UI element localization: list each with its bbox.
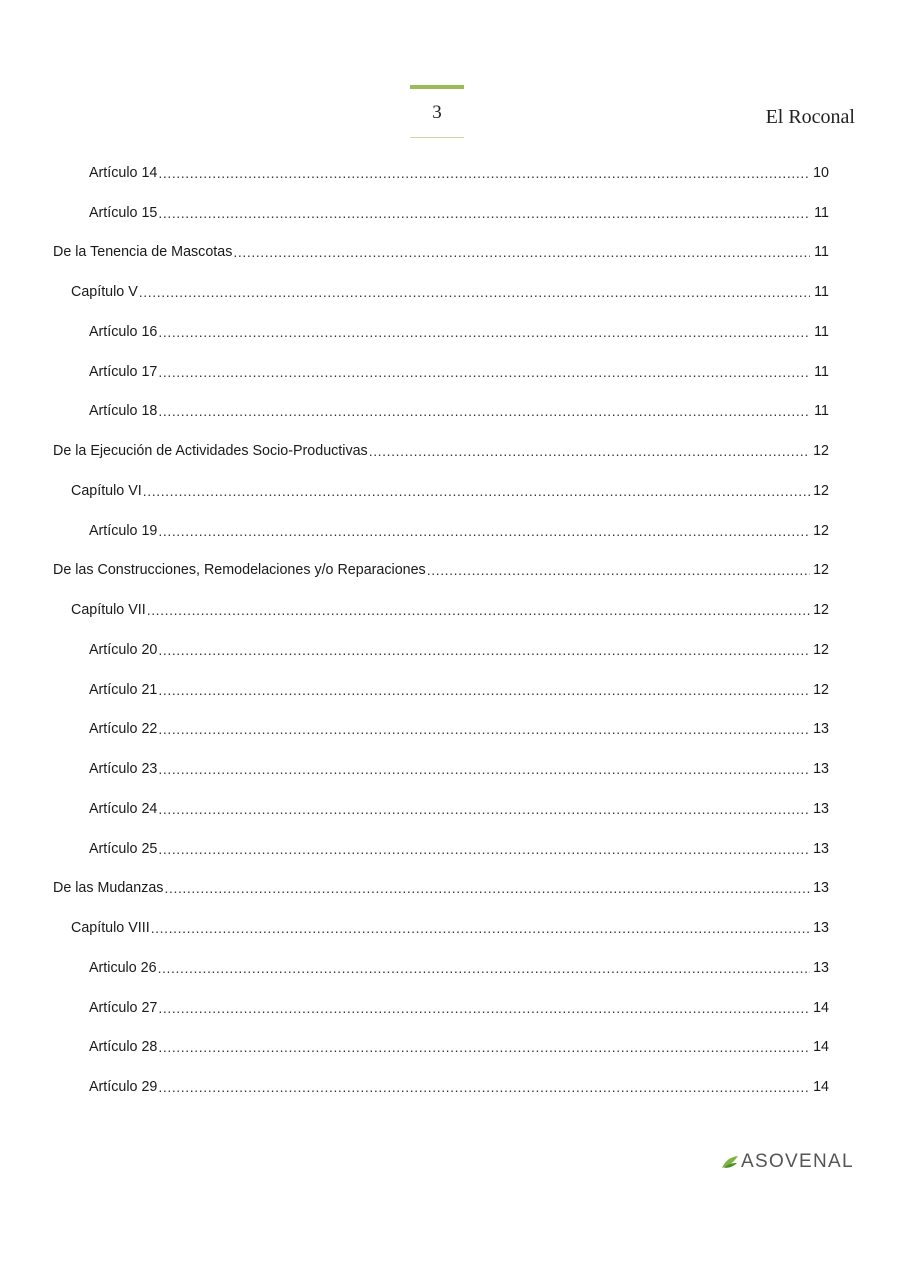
toc-entry-label: Artículo 22 [89, 721, 158, 738]
page-number-box [410, 85, 464, 138]
toc-entry-page: 11 [814, 284, 829, 301]
toc-entry-label: Artículo 19 [89, 522, 158, 539]
toc-entry[interactable] [53, 789, 829, 829]
toc-leader-dots [158, 801, 810, 817]
toc-entry-label: Articulo 26 [89, 959, 157, 976]
toc-entry-label: Artículo 15 [89, 204, 158, 221]
toc-entry-page: 13 [813, 840, 829, 857]
toc-entry[interactable] [53, 948, 829, 988]
toc-entry-label: De las Mudanzas [53, 880, 164, 897]
toc-leader-dots [151, 920, 810, 936]
toc-leader-dots [158, 523, 810, 539]
toc-entry-label: Artículo 20 [89, 641, 158, 658]
table-of-contents [53, 153, 829, 1107]
toc-entry[interactable] [53, 392, 829, 432]
toc-entry[interactable] [53, 153, 829, 193]
toc-entry[interactable] [53, 670, 829, 710]
logo-text: ASOVENAL [741, 1151, 854, 1172]
toc-entry[interactable] [53, 749, 829, 789]
toc-leader-dots [369, 443, 810, 459]
toc-leader-dots [158, 205, 810, 221]
toc-entry[interactable] [53, 272, 829, 312]
toc-leader-dots [158, 364, 810, 380]
toc-leader-dots [233, 244, 810, 260]
toc-entry[interactable] [53, 551, 829, 591]
page-number-top-rule [410, 85, 464, 89]
toc-entry-page: 12 [813, 443, 829, 460]
toc-entry[interactable] [53, 471, 829, 511]
toc-entry-label: Artículo 17 [89, 363, 158, 380]
toc-entry-label: Artículo 16 [89, 323, 158, 340]
toc-entry-page: 10 [813, 164, 829, 181]
toc-entry[interactable] [53, 1028, 829, 1068]
toc-leader-dots [158, 1079, 810, 1095]
toc-entry-page: 12 [813, 641, 829, 658]
toc-entry-label: Artículo 14 [89, 164, 158, 181]
toc-entry[interactable] [53, 630, 829, 670]
toc-entry-label: Artículo 24 [89, 800, 158, 817]
toc-entry-page: 13 [813, 920, 829, 937]
toc-entry-label: Artículo 27 [89, 999, 158, 1016]
toc-entry-page: 12 [813, 482, 829, 499]
toc-entry[interactable] [53, 193, 829, 233]
toc-leader-dots [139, 284, 810, 300]
toc-entry-page: 11 [814, 323, 829, 340]
toc-entry-label: Capítulo VI [71, 482, 142, 499]
toc-entry-label: Artículo 21 [89, 681, 158, 698]
toc-leader-dots [158, 642, 810, 658]
toc-entry-page: 12 [813, 562, 829, 579]
toc-entry[interactable] [53, 710, 829, 750]
toc-leader-dots [158, 1039, 810, 1055]
toc-entry-page: 13 [813, 800, 829, 817]
toc-entry-page: 11 [814, 244, 829, 261]
footer-logo [721, 1151, 854, 1173]
page-number-bottom-rule [410, 137, 464, 138]
toc-entry-page: 14 [813, 1079, 829, 1096]
toc-leader-dots [164, 880, 810, 896]
toc-entry[interactable] [53, 233, 829, 273]
toc-leader-dots [158, 324, 810, 340]
toc-entry[interactable] [53, 431, 829, 471]
header-title: El Roconal [765, 106, 855, 128]
toc-leader-dots [158, 841, 810, 857]
page-number: 3 [432, 102, 442, 123]
toc-entry[interactable] [53, 829, 829, 869]
toc-entry[interactable] [53, 1067, 829, 1107]
toc-entry-page: 12 [813, 522, 829, 539]
toc-leader-dots [158, 721, 810, 737]
toc-entry-page: 12 [813, 602, 829, 619]
toc-leader-dots [158, 403, 810, 419]
toc-entry-page: 14 [813, 999, 829, 1016]
toc-entry-label: De la Ejecución de Actividades Socio-Productivas [53, 443, 368, 460]
toc-entry[interactable] [53, 511, 829, 551]
toc-entry-label: Artículo 18 [89, 403, 158, 420]
toc-entry-page: 13 [813, 880, 829, 897]
toc-entry-label: Capítulo VIII [71, 920, 150, 937]
toc-entry[interactable] [53, 869, 829, 909]
toc-leader-dots [158, 165, 810, 181]
toc-entry-label: Artículo 25 [89, 840, 158, 857]
toc-entry-page: 11 [814, 204, 829, 221]
toc-entry[interactable] [53, 312, 829, 352]
toc-entry-page: 13 [813, 959, 829, 976]
toc-leader-dots [427, 562, 810, 578]
toc-entry-label: Artículo 29 [89, 1079, 158, 1096]
toc-entry[interactable] [53, 988, 829, 1028]
toc-leader-dots [147, 602, 810, 618]
toc-leader-dots [158, 960, 810, 976]
toc-entry[interactable] [53, 352, 829, 392]
toc-entry-label: Capítulo V [71, 284, 138, 301]
toc-entry-page: 14 [813, 1039, 829, 1056]
toc-entry-page: 13 [813, 761, 829, 778]
toc-entry[interactable] [53, 908, 829, 948]
toc-leader-dots [143, 483, 810, 499]
toc-entry[interactable] [53, 590, 829, 630]
toc-entry-label: Artículo 28 [89, 1039, 158, 1056]
leaf-icon [721, 1155, 739, 1169]
toc-entry-page: 12 [813, 681, 829, 698]
toc-leader-dots [158, 1000, 810, 1016]
toc-leader-dots [158, 682, 810, 698]
toc-entry-label: De la Tenencia de Mascotas [53, 244, 233, 261]
toc-entry-label: Artículo 23 [89, 761, 158, 778]
toc-entry-page: 11 [814, 403, 829, 420]
toc-entry-label: Capítulo VII [71, 602, 146, 619]
toc-entry-page: 11 [814, 363, 829, 380]
toc-entry-page: 13 [813, 721, 829, 738]
toc-entry-label: De las Construcciones, Remodelaciones y/o Reparaciones [53, 562, 426, 579]
toc-leader-dots [158, 761, 810, 777]
